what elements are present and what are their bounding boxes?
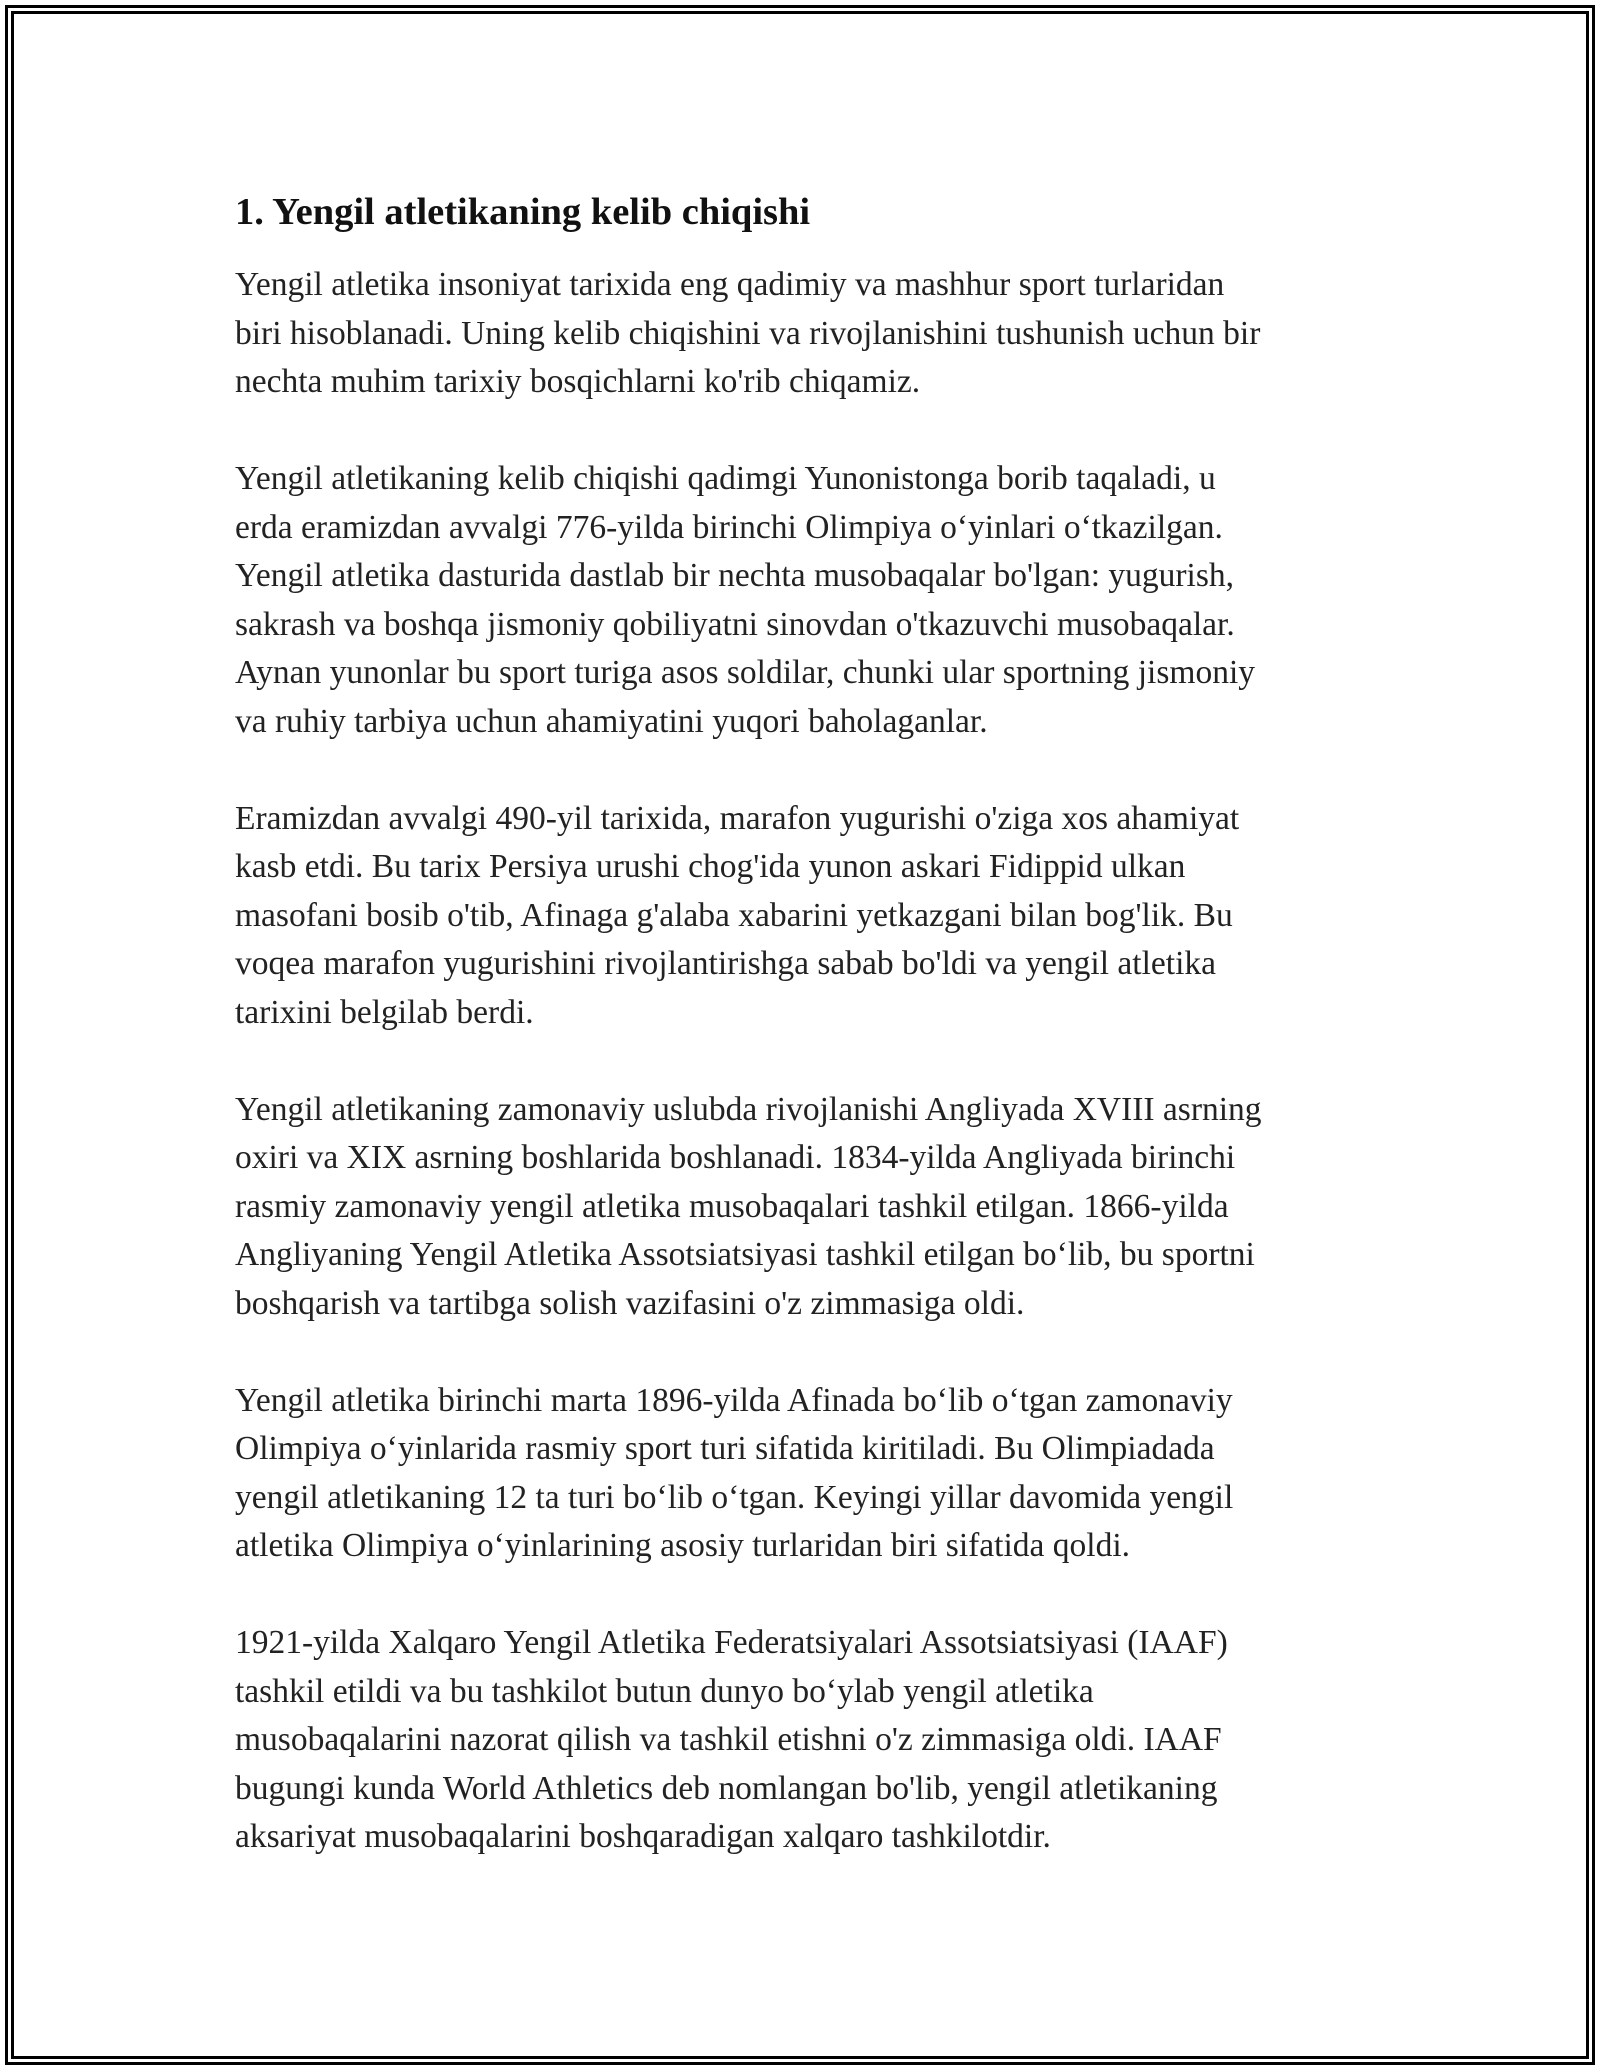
text-line: atletika Olimpiya o‘yinlarining asosiy turlaridan biri sifatida qoldi. [235, 1527, 1130, 1564]
text-line: sakrash va boshqa jismoniy qobiliyatni sinovdan o'tkazuvchi musobaqalar. [235, 605, 1235, 643]
text-line: boshqarish va tartibga solish vazifasini o'z zimmasiga oldi. [235, 1284, 1025, 1322]
text-line: rasmiy zamonaviy yengil atletika musobaqalari tashkil etilgan. 1866-yilda [235, 1187, 1229, 1225]
paragraph-2 [235, 455, 1395, 746]
paragraph-4 [235, 1086, 1395, 1329]
paragraph-1 [235, 261, 1395, 407]
text-line: aksariyat musobaqalarini boshqaradigan xalqaro tashkilotdir. [235, 1818, 1051, 1855]
text-line: Yengil atletika insoniyat tarixida eng qadimiy va mashhur sport turlaridan [235, 266, 1225, 303]
section-heading: 1. Yengil atletikaning kelib chiqishi [235, 191, 811, 233]
paragraph-3 [235, 795, 1395, 1038]
text-line: Yengil atletika birinchi marta 1896-yilda Afinada bo‘lib o‘tgan zamonaviy [235, 1381, 1233, 1419]
text-line: Angliyaning Yengil Atletika Assotsiatsiyasi tashkil etilgan bo‘lib, bu sportni [235, 1236, 1255, 1273]
text-line: biri hisoblanadi. Uning kelib chiqishini va rivojlanishini tushunish uchun bir [235, 314, 1261, 352]
document-body [235, 188, 1395, 1910]
paragraph-6 [235, 1619, 1395, 1862]
text-line: Yengil atletika dasturida dastlab bir nechta musobaqalar bo'lgan: yugurish, [235, 557, 1235, 594]
text-line: Aynan yunonlar bu sport turiga asos soldilar, chunki ular sportning jismoniy [235, 654, 1255, 691]
text-line: yengil atletikaning 12 ta turi bo‘lib o‘tgan. Keyingi yillar davomida yengil [235, 1478, 1234, 1516]
text-line: 1921-yilda Xalqaro Yengil Atletika Federatsiyalari Assotsiatsiyasi (IAAF) [235, 1624, 1228, 1661]
text-line: masofani bosib o'tib, Afinaga g'alaba xabarini yetkazgani bilan bog'lik. Bu [235, 896, 1233, 934]
text-line: oxiri va XIX asrning boshlarida boshlanadi. 1834-yilda Angliyada birinchi [235, 1139, 1236, 1176]
paragraph-5 [235, 1377, 1395, 1571]
text-line: Yengil atletikaning zamonaviy uslubda rivojlanishi Angliyada XVIII asrning [235, 1090, 1262, 1128]
text-line: kasb etdi. Bu tarix Persiya urushi chog'ida yunon askari Fidippid ulkan [235, 848, 1186, 885]
text-line: musobaqalarini nazorat qilish va tashkil etishni o'z zimmasiga oldi. IAAF [235, 1721, 1222, 1758]
text-line: Yengil atletikaning kelib chiqishi qadimgi Yunonistonga borib taqaladi, u [235, 460, 1216, 497]
text-line: tashkil etildi va bu tashkilot butun dunyo bo‘ylab yengil atletika [235, 1672, 1094, 1710]
text-line: va ruhiy tarbiya uchun ahamiyatini yuqori baholaganlar. [235, 702, 988, 740]
text-line: Eramizdan avvalgi 490-yil tarixida, marafon yugurishi o'ziga xos ahamiyat [235, 799, 1240, 837]
text-line: nechta muhim tarixiy bosqichlarni ko'rib chiqamiz. [235, 363, 921, 400]
text-line: Olimpiya o‘yinlarida rasmiy sport turi sifatida kiritiladi. Bu Olimpiadada [235, 1430, 1215, 1467]
text-line: bugungi kunda World Athletics deb nomlangan bo'lib, yengil atletikaning [235, 1769, 1218, 1807]
text-line: erda eramizdan avvalgi 776-yilda birinchi Olimpiya o‘yinlari o‘tkazilgan. [235, 508, 1223, 546]
text-line: tarixini belgilab berdi. [235, 993, 534, 1031]
text-line: voqea marafon yugurishini rivojlantirishga sabab bo'ldi va yengil atletika [235, 945, 1217, 982]
